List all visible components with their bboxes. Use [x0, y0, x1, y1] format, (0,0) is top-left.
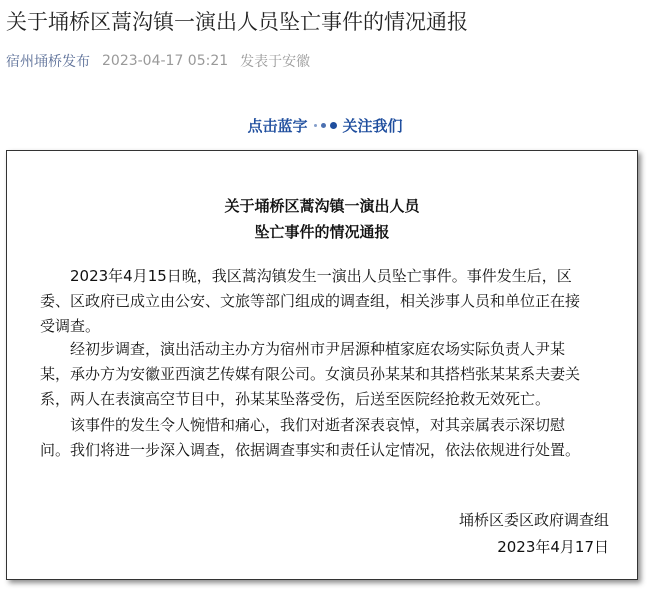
dot-decoration-icon [314, 122, 337, 129]
paragraph-line: 问。我们将进一步深入调查，依据调查事实和责任认定情况，依法依规进行处置。 [40, 441, 581, 459]
article-title: 关于埇桥区蒿沟镇一演出人员坠亡事件的情况通报 [6, 10, 468, 34]
paragraph-line: 受调查。 [40, 317, 101, 335]
article-meta [6, 50, 310, 72]
paragraph-line: 委、区政府已成立由公安、文旅等部门组成的调查组，相关涉事人员和单位正在接 [40, 292, 581, 310]
notice-title-line-1: 关于埇桥区蒿沟镇一演出人员 [224, 197, 420, 215]
account-name-link[interactable]: 宿州埇桥发布 [6, 54, 90, 70]
publish-location: 发表于安徽 [240, 54, 311, 70]
dot-small-icon [314, 124, 317, 127]
publish-date: 2023-04-17 05:21 [102, 53, 229, 69]
follow-left-text: 点击蓝字 [247, 116, 308, 135]
notice-paragraph-2 [40, 337, 610, 412]
paragraph-line: 某，承办方为安徽亚西演艺传媒有限公司。女演员孙某某和其搭档张某某系夫妻关 [40, 365, 581, 383]
paragraph-line: 2023年4月15日晚，我区蒿沟镇发生一演出人员坠亡事件。事件发生后，区 [40, 267, 572, 285]
follow-right-text: 关注我们 [342, 116, 403, 135]
notice-paragraph-3 [40, 413, 610, 463]
signature-date: 2023年4月17日 [497, 538, 609, 556]
notice-box [6, 150, 638, 580]
paragraph-line: 系，两人在表演高空节目中，孙某某坠落受伤，后送至医院经抢救无效死亡。 [40, 390, 551, 408]
paragraph-line: 该事件的发生令人惋惜和痛心，我们对逝者深表哀悼，对其亲属表示深切慰 [40, 416, 566, 434]
notice-paragraph-1 [40, 264, 610, 339]
dot-big-icon [330, 122, 337, 129]
notice-title-line-2: 坠亡事件的情况通报 [254, 223, 390, 241]
signature-org: 埇桥区委区政府调查组 [458, 511, 609, 529]
dot-mid-icon [321, 123, 326, 128]
follow-banner[interactable] [0, 114, 650, 136]
paragraph-line: 经初步调查，演出活动主办方为宿州市尹居源种植家庭农场实际负责人尹某 [40, 340, 566, 358]
